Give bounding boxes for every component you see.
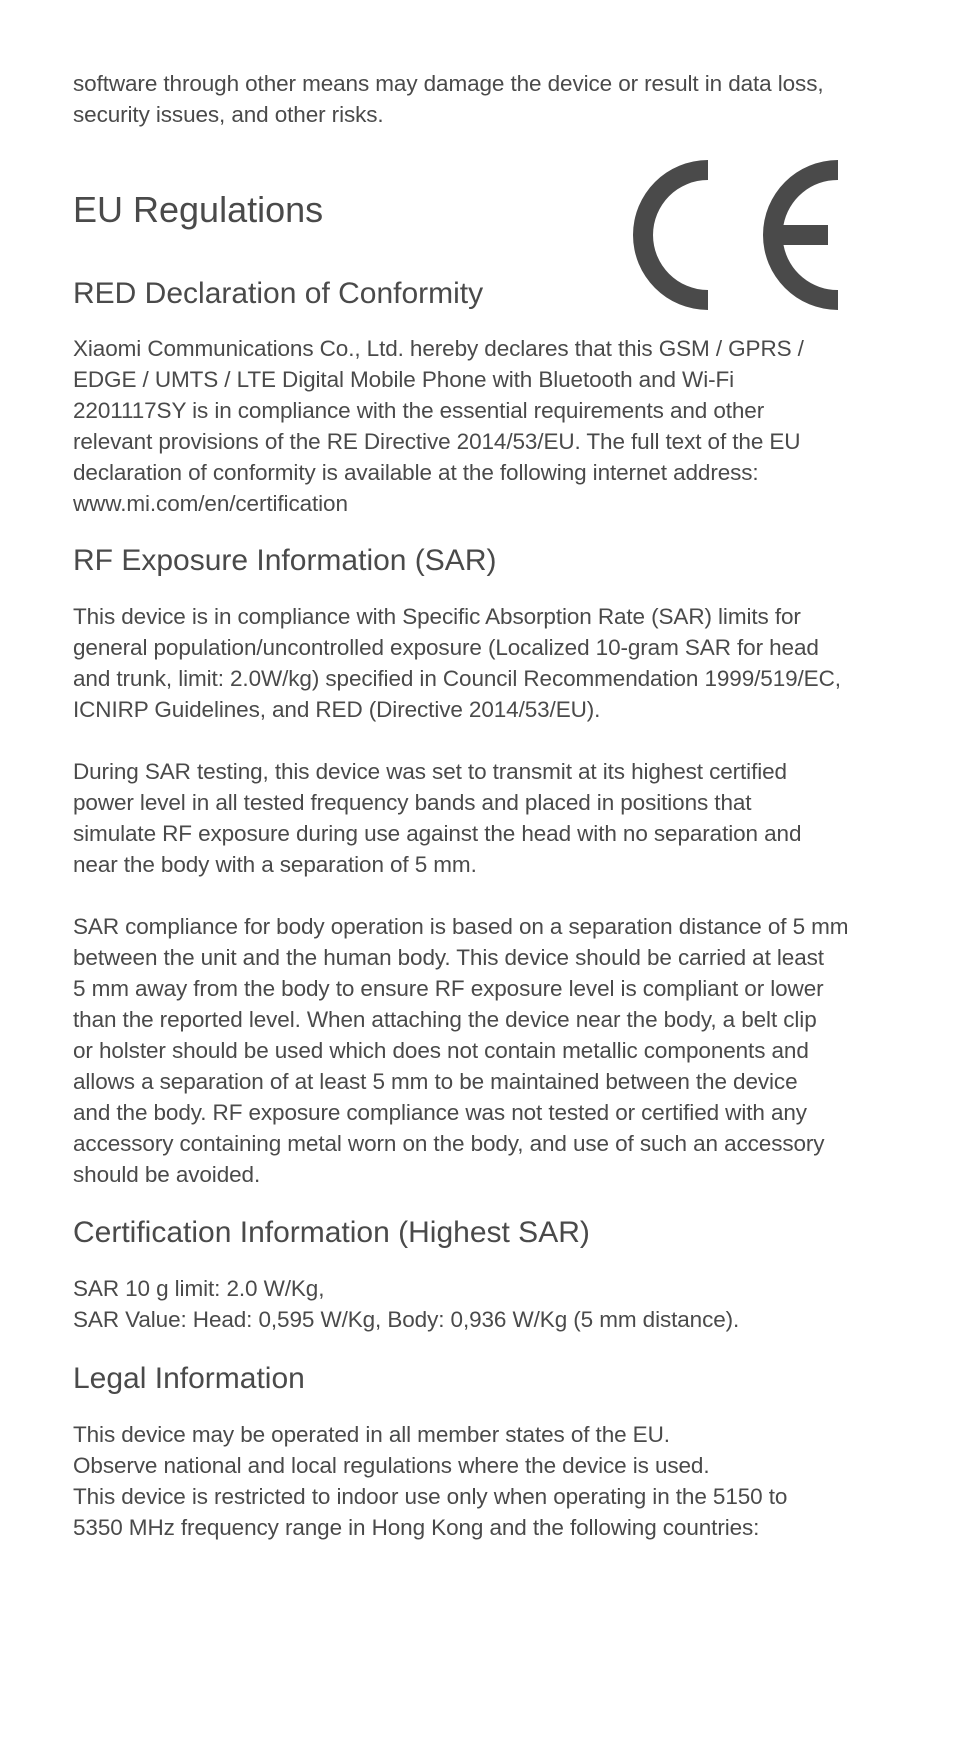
red-declaration-paragraph: Xiaomi Communications Co., Ltd. hereby declares that this GSM / GPRS / EDGE / UMTS / LTE Digital Mobile Phone with Bluetooth and Wi-Fi 2201117SY is in compliance with the essential requirements and other relevant provisions of the RE Directive 2014/53/EU. The full text of the EU declaration of conformity is available at the following internet address: www.mi.com/en/certification	[73, 336, 804, 516]
certification-paragraph: SAR 10 g limit: 2.0 W/Kg, SAR Value: Head: 0,595 W/Kg, Body: 0,936 W/Kg (5 mm distance).	[73, 1276, 740, 1332]
certification-heading: Certification Information (Highest SAR)	[73, 1216, 590, 1249]
rf-exposure-paragraph-3: SAR compliance for body operation is based on a separation distance of 5 mm between the unit and the human body. This device should be carried at least 5 mm away from the body to ensure RF exposure level is compliant or lower than the reported level. When attaching the device near the body, a belt clip or holster should be used which does not contain metallic components and allows a separation of at least 5 mm to be maintained between the device and the body. RF exposure compliance was not tested or certified with any accessory containing metal worn on the body, and use of such an accessory should be avoided.	[73, 914, 849, 1187]
rf-exposure-paragraph-2: During SAR testing, this device was set to transmit at its highest certified power level in all tested frequency bands and placed in positions that simulate RF exposure during use against the head with no separation and near the body with a separation of 5 mm.	[73, 759, 802, 877]
legal-information-heading: Legal Information	[73, 1362, 305, 1395]
legal-information-paragraph: This device may be operated in all member states of the EU. Observe national and local regulations where the device is used. This device is restricted to indoor use only when operating in the 5150 to 5350 MHz frequency range in Hong Kong and the following countries:	[73, 1422, 788, 1540]
red-declaration-heading: RED Declaration of Conformity	[73, 277, 484, 310]
intro-paragraph: software through other means may damage the device or result in data loss, security issues, and other risks.	[73, 71, 824, 127]
rf-exposure-heading: RF Exposure Information (SAR)	[73, 544, 497, 577]
ce-mark-icon	[628, 160, 838, 310]
rf-exposure-paragraph-1: This device is in compliance with Specific Absorption Rate (SAR) limits for general population/uncontrolled exposure (Localized 10-gram SAR for head and trunk, limit: 2.0W/kg) specified in Council Recommendation 1999/519/EC, ICNIRP Guidelines, and RED (Directive 2014/53/EU).	[73, 604, 841, 722]
eu-regulations-title: EU Regulations	[73, 189, 324, 230]
